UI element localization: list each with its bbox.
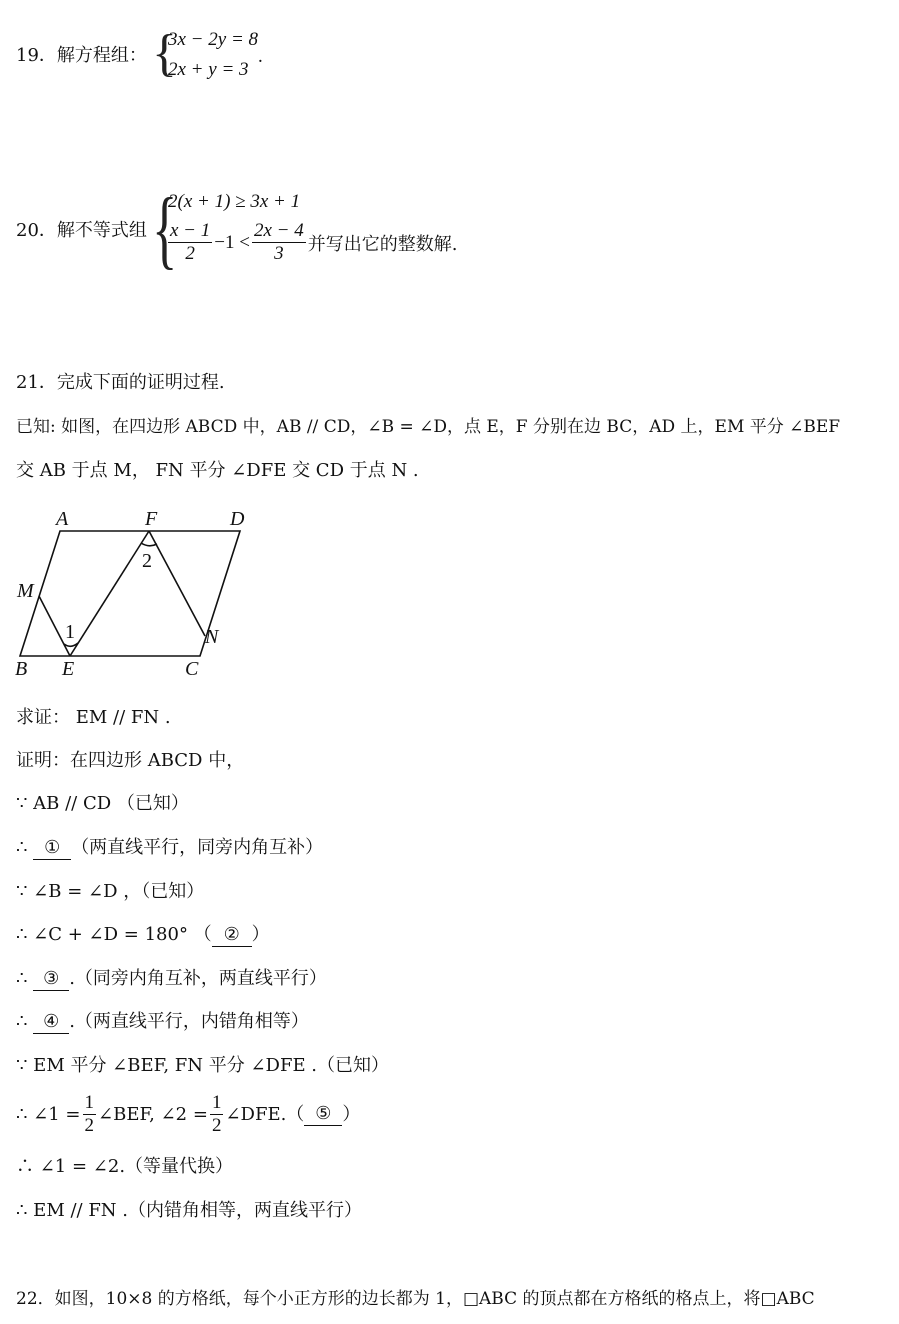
proof-reason: .（两直线平行，内错角相等） (69, 1011, 309, 1032)
blank-1: ① (33, 837, 71, 860)
proof-line (16, 881, 204, 903)
frac-numerator: 1 (211, 1092, 222, 1113)
frac-denominator: 2 (211, 1115, 222, 1136)
segment-fn (149, 531, 205, 636)
frac-numerator: 1 (84, 1092, 95, 1113)
frac-denominator: 3 (274, 243, 284, 264)
frac-numerator: x − 1 (170, 220, 211, 241)
q19-eq1: 3x − 2y = 8 (168, 29, 259, 50)
proof-text: ∴ (16, 837, 34, 858)
q22-text: 22．如图，10×8 的方格纸，每个小正方形的边长都为 1，□ABC 的顶点都在方格纸的格点上，将□ABC (16, 1289, 815, 1309)
label-a: A (56, 508, 69, 530)
q21-title-text: 完成下面的证明过程. (56, 372, 225, 393)
q19-end: . (258, 46, 263, 67)
proof-text: ∴ ∠C + ∠D = 180° （ (16, 924, 212, 945)
q20-line (16, 220, 147, 242)
proof-text: ∴ (16, 968, 34, 989)
proof-line (16, 750, 244, 772)
q21-given-1: 已知: 如图，在四边形 ABCD 中，AB // CD，∠B = ∠D，点 E，F 分别在边 BC，AD 上，EM 平分 ∠BEF (16, 417, 841, 437)
proof-line: ∴ ∠1 = ∠2.（等量代换） (16, 1156, 234, 1177)
blank-3: ③ (33, 968, 69, 991)
proof-line (16, 837, 323, 860)
proof-line (16, 793, 189, 815)
q21-title (16, 372, 225, 394)
label-n: N (205, 626, 219, 648)
blank-5: ⑤ (304, 1103, 342, 1126)
brace-icon: { (152, 25, 177, 82)
q21-number: 21． (16, 372, 57, 393)
segment-ef (70, 531, 149, 656)
q20-prompt: 解不等式组 (56, 220, 147, 241)
label-c: C (185, 658, 199, 680)
label-f: F (145, 508, 158, 530)
q21-given-2: 交 AB 于点 M， FN 平分 ∠DFE 交 CD 于点 N . (16, 460, 419, 481)
blank-2: ② (212, 924, 252, 947)
label-b: B (15, 658, 28, 680)
proof-text: ∵ ∠B = ∠D ，（已知） (16, 881, 205, 902)
frac-numerator: 2x − 4 (253, 220, 304, 241)
proof-line-step5 (16, 1092, 360, 1137)
brace-icon: { (152, 181, 178, 278)
label-d: D (230, 508, 245, 530)
proof-reason: （两直线平行，同旁内角互补） (71, 837, 324, 858)
proof-text: ∴ (16, 1011, 34, 1032)
label-e: E (62, 658, 75, 680)
proof-text: ∠DFE.（ (225, 1103, 305, 1125)
q19-line (16, 45, 147, 67)
proof-reason: .（同旁内角互补，两直线平行） (69, 968, 327, 989)
parallelogram-figure (0, 500, 270, 690)
proof-text: 证明：在四边形 ABCD 中， (16, 750, 245, 771)
label-angle-2: 2 (142, 550, 152, 572)
proof-text: ∴ ∠1 = (16, 1103, 81, 1125)
frac-denominator: 2 (185, 243, 195, 264)
proof-line (16, 924, 270, 947)
q19-number: 19． (16, 45, 57, 66)
frac-denominator: 2 (84, 1115, 95, 1136)
proof-text: ∵ EM 平分 ∠BEF, FN 平分 ∠DFE .（已知） (16, 1055, 390, 1076)
q21-prove: 求证： EM // FN . (16, 707, 171, 728)
proof-line (16, 968, 327, 991)
proof-text: ∠BEF, ∠2 = (98, 1103, 208, 1125)
q19-prompt: 解方程组： (56, 45, 147, 66)
proof-text: ∵ AB // CD （已知） (16, 793, 189, 814)
proof-reason: ） (251, 924, 270, 945)
q20-suffix: 并写出它的整数解. (307, 233, 458, 255)
proof-line (16, 1011, 309, 1034)
q20-ineq1: 2(x + 1) ≥ 3x + 1 (168, 191, 301, 212)
q20-ineq2 (166, 220, 457, 265)
proof-line: ∴ EM // FN .（内错角相等，两直线平行） (16, 1200, 362, 1221)
label-m: M (17, 580, 34, 602)
blank-4: ④ (33, 1011, 69, 1034)
label-angle-1: 1 (65, 621, 75, 643)
angle-2-arc (141, 543, 157, 546)
q20-number: 20． (16, 220, 57, 241)
proof-reason: ） (342, 1103, 361, 1125)
q20-mid: −1 < (214, 231, 250, 253)
proof-line (16, 1055, 389, 1077)
q19-eq2: 2x + y = 3 (168, 59, 249, 80)
